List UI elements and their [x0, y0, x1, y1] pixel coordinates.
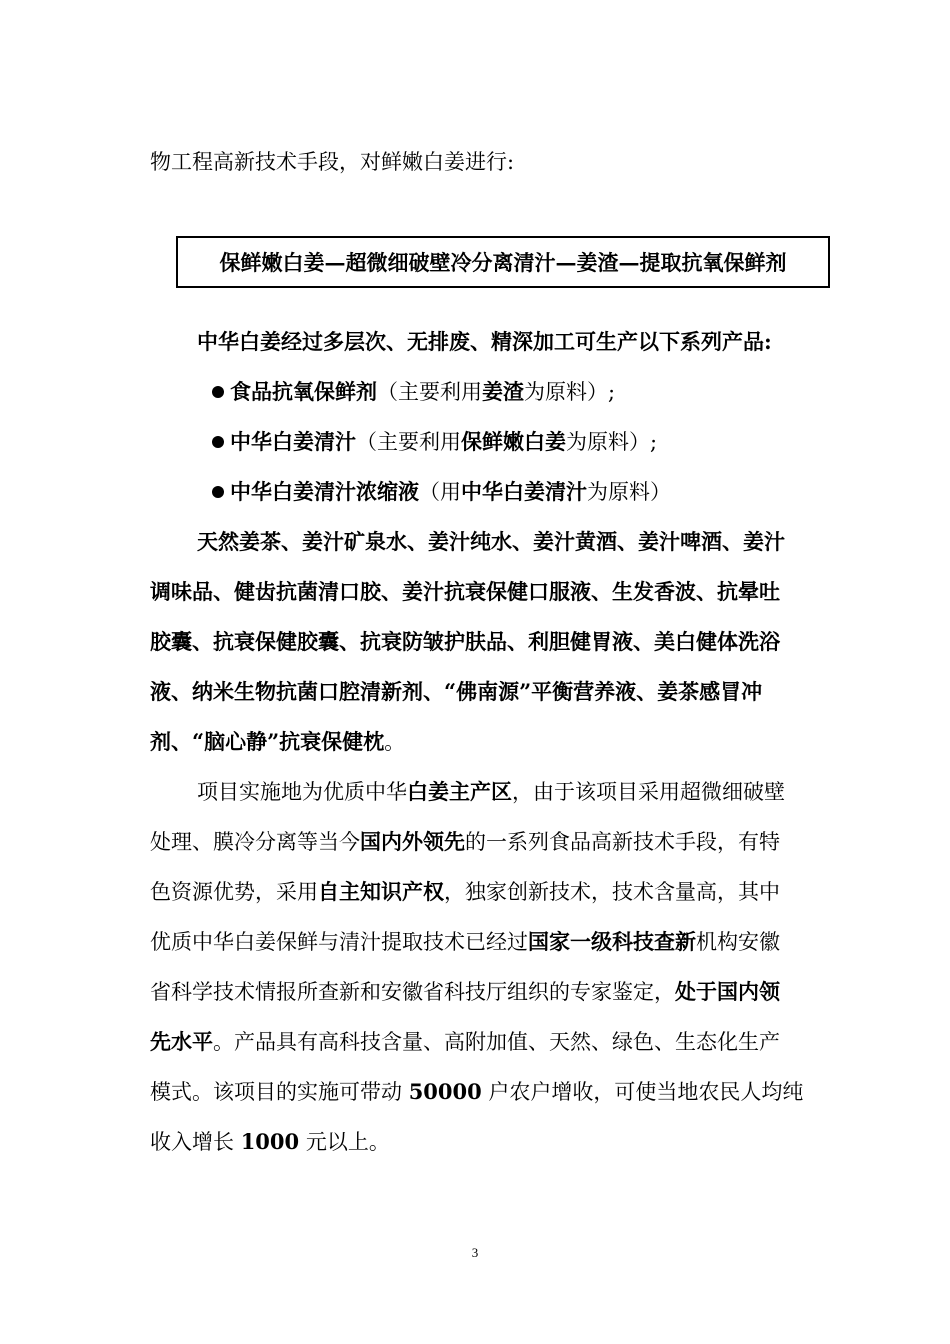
bullet-item: 中华白姜清汁浓缩液（用中华白姜清汁为原料）	[212, 478, 902, 506]
paragraph-line: 模式。该项目的实施可带动 50000 户农户增收，可使当地农民人均纯	[150, 1079, 804, 1104]
bullet-icon	[212, 386, 224, 398]
process-box: 保鲜嫩白姜—超微细破壁冷分离清汁—姜渣—提取抗氧保鲜剂	[176, 236, 830, 288]
paragraph-line: 色资源优势，采用自主知识产权，独家创新技术，技术含量高，其中	[150, 879, 780, 904]
paragraph-line: 收入增长 1000 元以上。	[150, 1129, 390, 1154]
intro-line: 物工程高新技术手段，对鲜嫩白姜进行:	[150, 150, 515, 174]
bullet-item: 中华白姜清汁（主要利用保鲜嫩白姜为原料）;	[212, 428, 902, 456]
products-line: 剂、“脑心静”抗衰保健枕。	[150, 729, 406, 754]
bullet-icon	[212, 436, 224, 448]
page-number: 3	[471, 1245, 479, 1260]
paragraph-line: 项目实施地为优质中华白姜主产区，由于该项目采用超微细破壁	[197, 779, 785, 804]
bullet-icon	[212, 486, 224, 498]
paragraph-line: 处理、膜冷分离等当今国内外领先的一系列食品高新技术手段，有特	[150, 829, 780, 854]
products-line: 液、纳米生物抗菌口腔清新剂、“佛南源”平衡营养液、姜茶感冒冲	[150, 679, 763, 704]
products-line: 天然姜茶、姜汁矿泉水、姜汁纯水、姜汁黄酒、姜汁啤酒、姜汁	[197, 529, 785, 554]
paragraph-line: 省科学技术情报所查新和安徽省科技厅组织的专家鉴定，处于国内领	[150, 979, 780, 1004]
paragraph-line: 优质中华白姜保鲜与清汁提取技术已经过国家一级科技查新机构安徽	[150, 929, 780, 954]
products-line: 胶囊、抗衰保健胶囊、抗衰防皱护肤品、利胆健胃液、美白健体洗浴	[150, 629, 780, 654]
series-heading: 中华白姜经过多层次、无排废、精深加工可生产以下系列产品:	[197, 329, 772, 354]
paragraph-line: 先水平。产品具有高科技含量、高附加值、天然、绿色、生态化生产	[150, 1029, 780, 1054]
bullet-item: 食品抗氧保鲜剂（主要利用姜渣为原料）;	[212, 378, 902, 406]
products-line: 调味品、健齿抗菌清口胶、姜汁抗衰保健口服液、生发香波、抗晕吐	[150, 579, 780, 604]
